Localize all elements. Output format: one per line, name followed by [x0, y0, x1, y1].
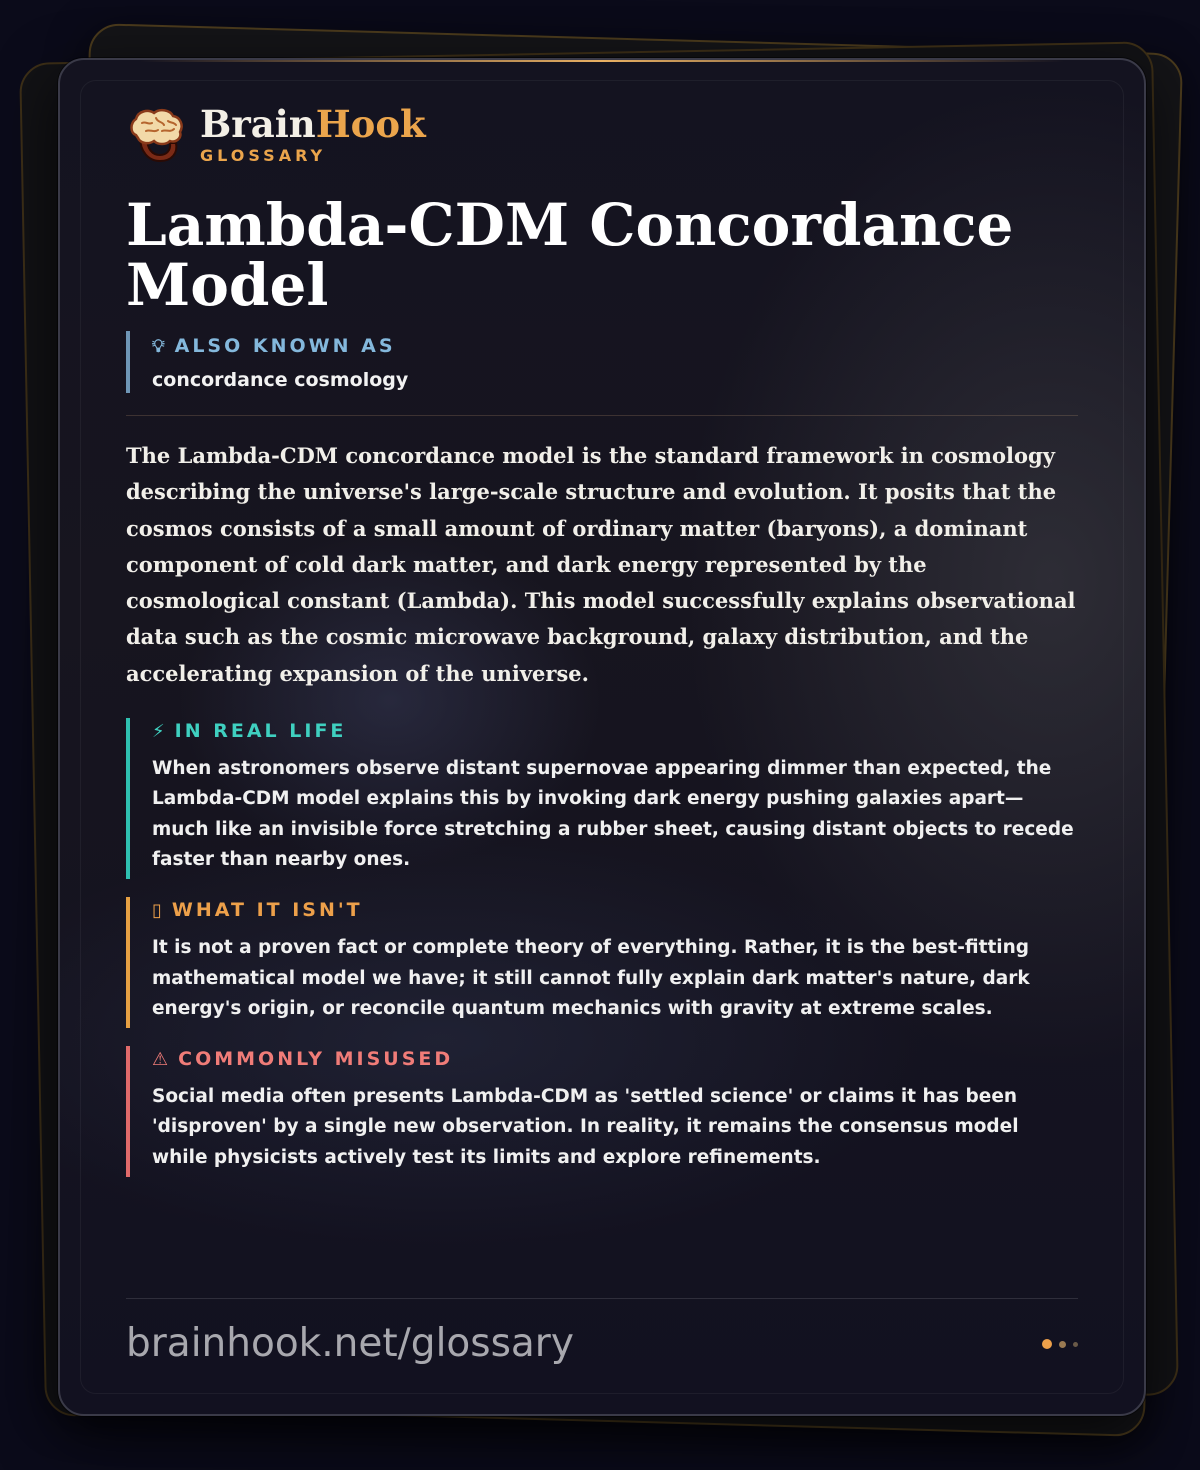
what-it-isnt-section [126, 897, 1078, 1028]
pagination-dot-active [1042, 1339, 1052, 1349]
commonly-misused-section [126, 1046, 1078, 1177]
card-content [126, 100, 1078, 1177]
card-top-glow [140, 60, 1064, 62]
brand-name [200, 104, 426, 144]
warning-icon: ⚠ [152, 1048, 169, 1070]
missing-glyph-icon: ▯ [152, 899, 162, 921]
also-known-as-value: concordance cosmology [152, 369, 409, 391]
what-it-isnt-label: WHAT IT ISN'T [171, 899, 363, 922]
glossary-card [58, 58, 1146, 1416]
term-title: Lambda-CDM Concordance Model [126, 191, 1014, 319]
commonly-misused-label: COMMONLY MISUSED [178, 1048, 454, 1071]
pagination-dots [1042, 1339, 1078, 1349]
term-definition: The Lambda-CDM concordance model is the standard framework in cosmology describing the universe's large-scale structure and evolution. It posits that the cosmos consists of a small amount of ordinary matter (baryons), a dominant component of cold dark matter, and dark energy represented by the cosmological constant (Lambda). This model successfully explains observational data such as the cosmic microwave background, galaxy distribution, and the accelerating expansion of the universe. [126, 443, 1076, 686]
brand-text [200, 104, 426, 165]
also-known-as-section [126, 331, 1078, 393]
in-real-life-text: When astronomers observe distant supernovae appearing dimmer than expected, the Lambda-CDM model explains this by invoking dark energy pushing galaxies apart—much like an invisible force stretching a rubber sheet, causing distant objects to recede faster than nearby ones. [152, 758, 1074, 870]
section-divider [126, 415, 1078, 416]
lightning-icon: ⚡︎ [152, 720, 165, 742]
brand-header [126, 104, 1078, 165]
what-it-isnt-text: It is not a proven fact or complete theory of everything. Rather, it is the best-fitting mathematical model we have; it still cannot fully explain dark matter's nature, dark energy's origin, or reconcile quantum mechanics with gravity at extreme scales. [152, 937, 1030, 1019]
brain-icon [126, 105, 186, 165]
commonly-misused-text: Social media often presents Lambda-CDM as 'settled science' or claims it has been 'disproven' by a single new observation. In reality, it remains the consensus model while physicists actively test its limits and explore refinements. [152, 1086, 1019, 1168]
footer-url: brainhook.net/glossary [126, 1321, 574, 1366]
pagination-dot [1059, 1341, 1066, 1348]
also-known-as-label-row [152, 335, 1078, 357]
brand-name-part1: Brain [200, 102, 316, 146]
card-footer [126, 1298, 1078, 1366]
in-real-life-label: IN REAL LIFE [174, 720, 347, 743]
in-real-life-section [126, 718, 1078, 879]
in-real-life-label-row [152, 718, 1078, 742]
what-it-isnt-label-row [152, 897, 1078, 921]
commonly-misused-label-row [152, 1046, 1078, 1070]
brand-subtitle: GLOSSARY [200, 146, 327, 165]
pagination-dot [1073, 1342, 1078, 1347]
lightbulb-icon: 💡︎ [152, 335, 165, 357]
also-known-as-label: ALSO KNOWN AS [174, 335, 396, 357]
brand-name-part2: Hook [315, 102, 426, 146]
